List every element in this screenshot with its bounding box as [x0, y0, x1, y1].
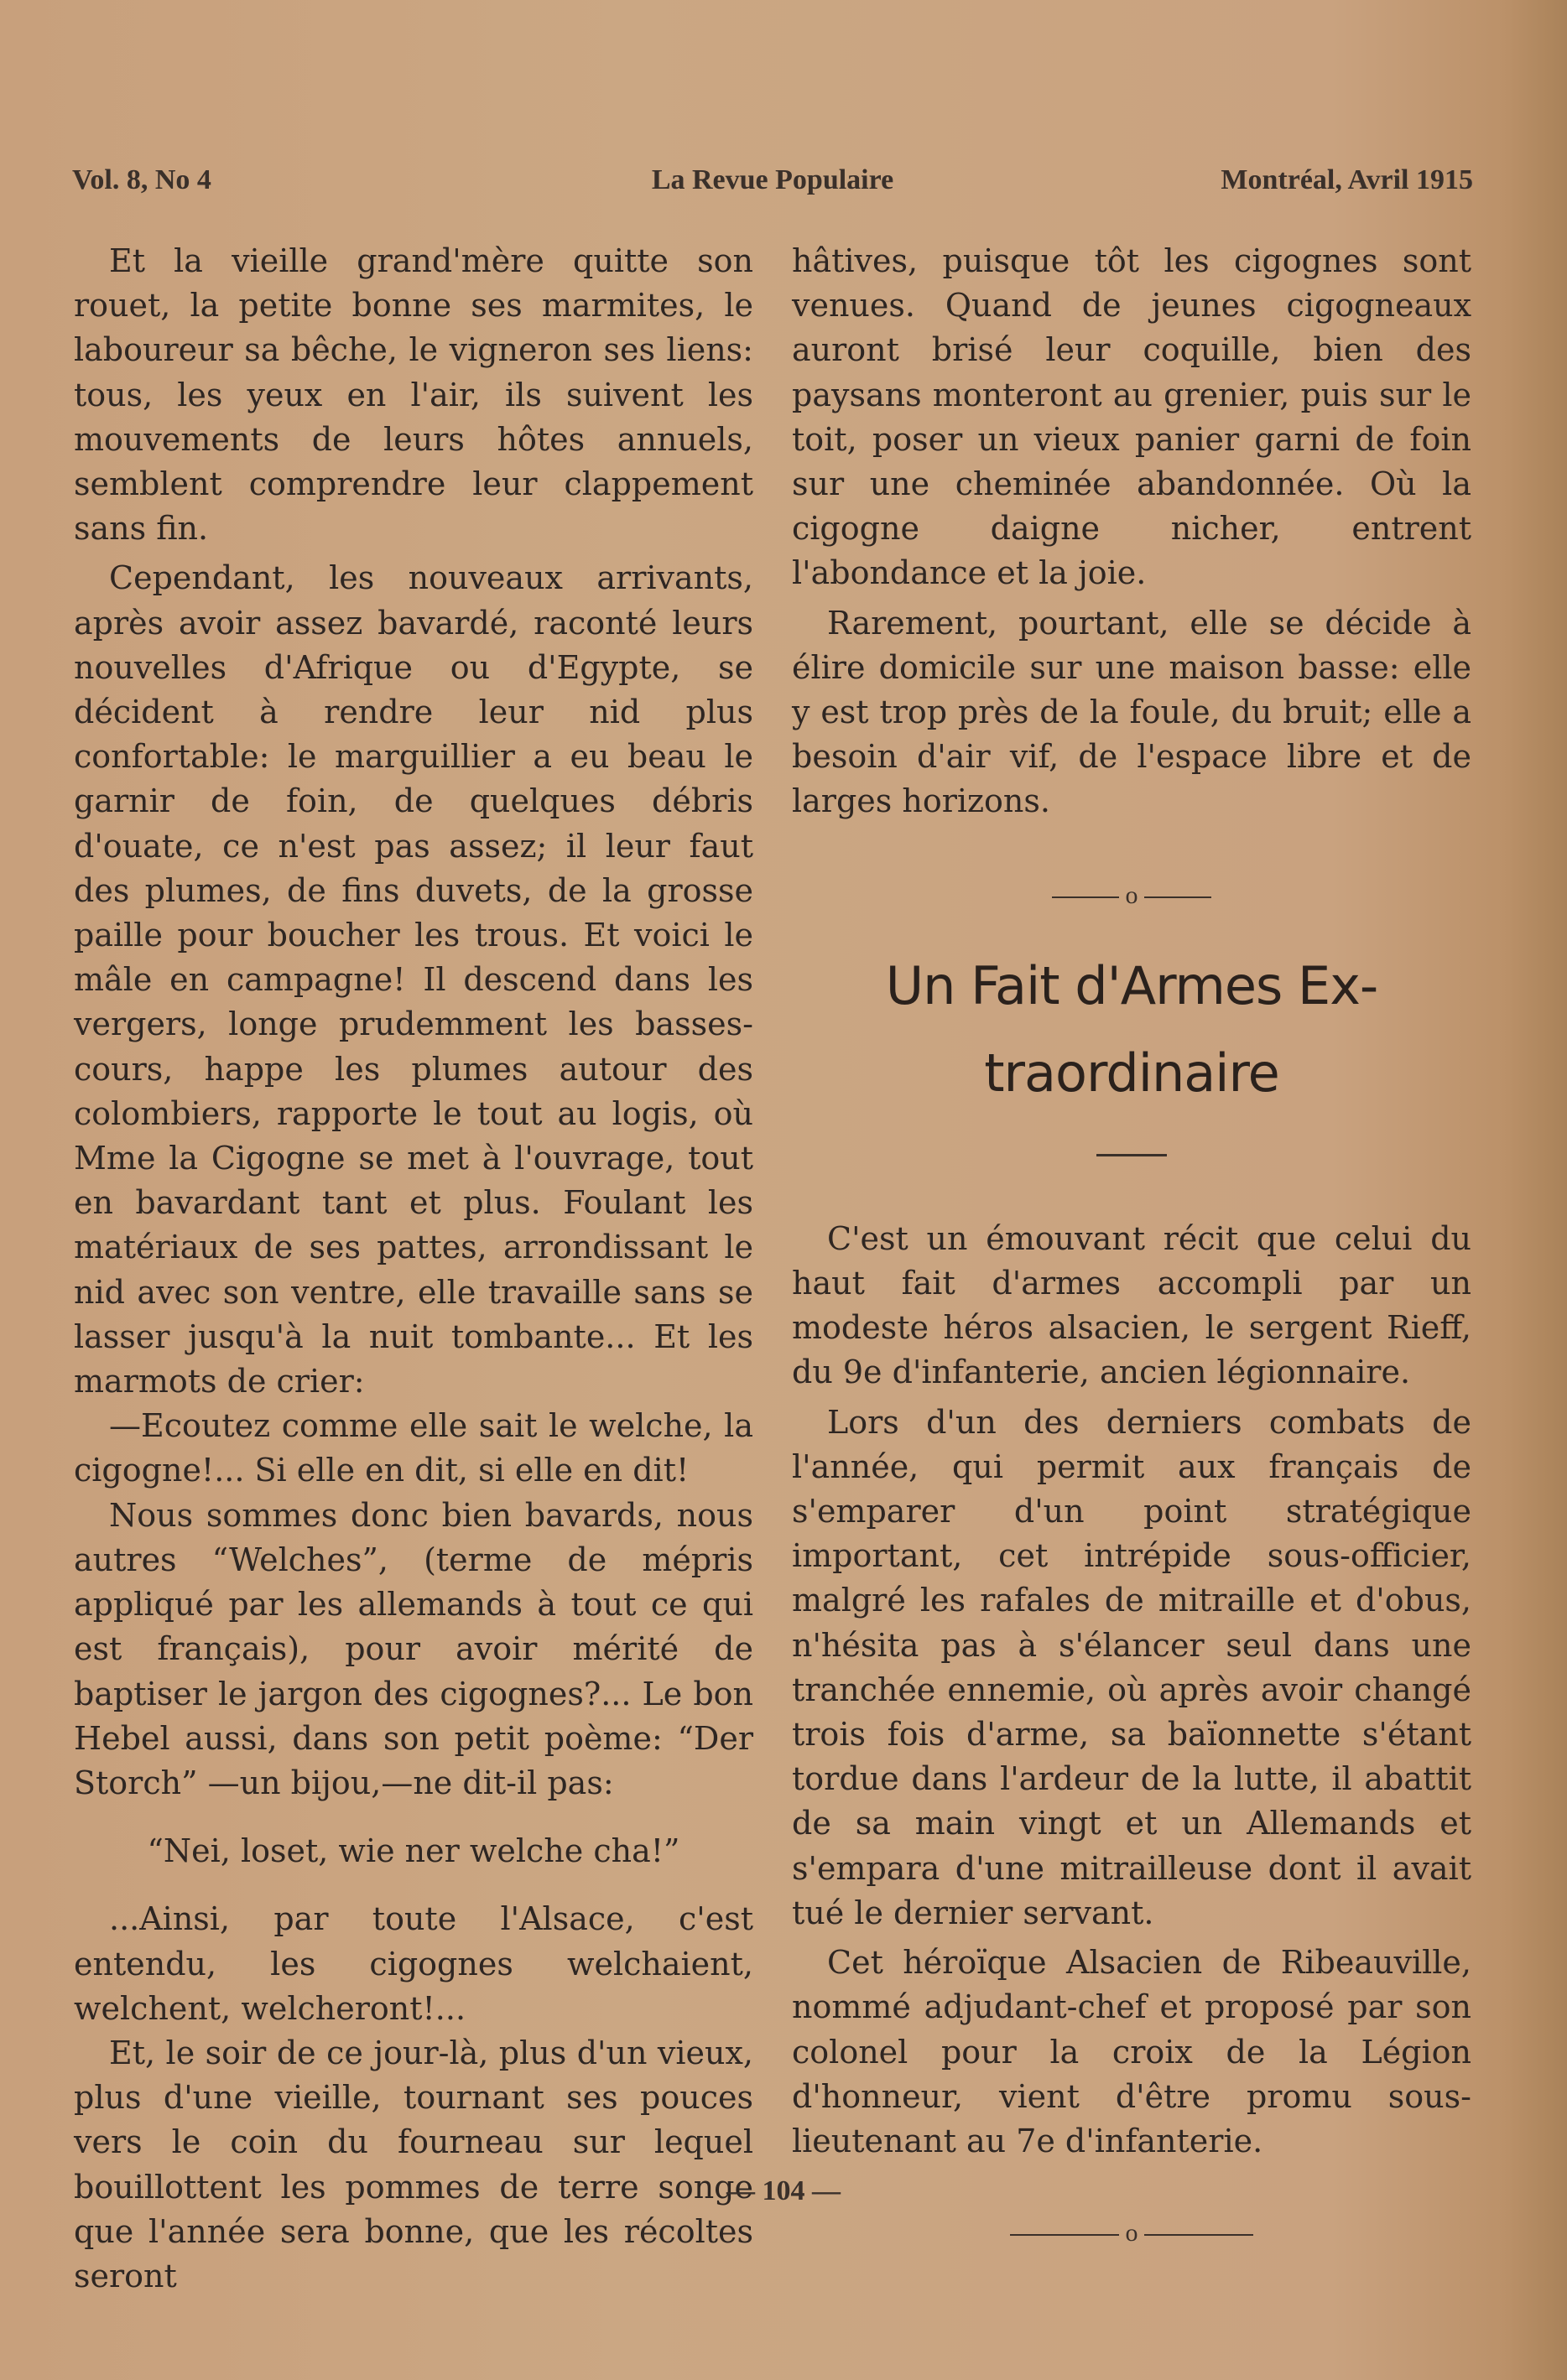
article-body — [792, 1217, 1471, 2164]
headline-rule — [1096, 1154, 1167, 1156]
verse-quote: “Nei, loset, wie ner welche cha!” — [147, 1832, 680, 1870]
paragraph: Lors d'un des derniers combats de l'année, qui permit aux français de s'emparer d'un point stratégique important, cet intrépide sous-officier, malgré les rafales de mitraille et d'obus, n'hésita pas à s'élancer seul dans une tranchée ennemie, où après avoir changé trois fois d'arme, sa baïonnette s'étant tordue dans l'ardeur de la lutte, il abattit de sa main vingt et un Allemands et s'empara d'une mitrailleuse dont il avait tué le dernier servant. — [792, 1403, 1471, 1931]
right-column — [792, 239, 1471, 2255]
paragraph: —Ecoutez comme elle sait le welche, la cigogne!... Si elle en dit, si elle en dit! — [74, 1407, 753, 1489]
separator-mark: o — [1125, 881, 1138, 909]
article-headline — [792, 943, 1471, 1117]
paragraph: hâtives, puisque tôt les cigognes sont venues. Quand de jeunes cigogneaux auront brisé leur coquille, bien des paysans monteront au grenier, puis sur le toit, poser un vieux panier garni de foin sur une cheminée abandonnée. Où la cigogne daigne nicher, entrent l'abondance et la joie. — [792, 242, 1471, 592]
headline-line: Un Fait d'Armes Ex- — [885, 954, 1378, 1016]
issue-date: Montréal, Avril 1915 — [1221, 164, 1473, 195]
separator-rule — [1144, 896, 1211, 898]
separator-rule — [1144, 2234, 1253, 2236]
separator-rule — [1052, 896, 1119, 898]
end-separator — [792, 2211, 1471, 2255]
paragraph: Rarement, pourtant, elle se décide à élire domicile sur une maison basse: elle y est trop près de la foule, du bruit; elle a besoin d'air vif, de l'espace libre et de larges horizons. — [792, 604, 1471, 820]
paragraph: Nous sommes donc bien bavards, nous autres “Welches”, (terme de mépris appliqué par les allemands à tout ce qui est français), pour avoir mérité de baptiser le jargon des cigognes?... Le bon Hebel aussi, dans son petit poème: “Der Storch” —un bijou,—ne dit-il pas: — [74, 1496, 753, 1801]
volume-number: Vol. 8, No 4 — [72, 164, 211, 195]
page-number: — 104 — — [726, 2175, 841, 2206]
headline-line: traordinaire — [984, 1042, 1279, 1104]
publication-title: La Revue Populaire — [651, 164, 894, 195]
separator-mark: o — [1125, 2219, 1138, 2247]
paragraph: ...Ainsi, par toute l'Alsace, c'est entendu, les cigognes welchaient, welchent, welcheront!... — [74, 1900, 753, 2027]
section-separator — [792, 873, 1471, 917]
paragraph: Cependant, les nouveaux arrivants, après avoir assez bavardé, raconté leurs nouvelles d'Afrique ou d'Egypte, se décident à rendre leur nid plus confortable: le marguillier a eu beau le garnir de foin, de quelques débris d'ouate, ce n'est pas assez; il leur faut des plumes, de fins duvets, de la grosse paille pour boucher les trous. Et voici le mâle en campagne! Il descend dans les vergers, longe prudemment les basses-cours, happe les plumes autour des colombiers, rapporte le tout au logis, où Mme la Cigogne se met à l'ouvrage, tout en bavardant tant et plus. Foulant les matériaux de ses pattes, arrondissant le nid avec son ventre, elle travaille sans se lasser jusqu'à la nuit tombante... Et les marmots de crier: — [74, 559, 753, 1400]
running-header — [72, 164, 1473, 205]
left-column — [74, 239, 753, 2299]
separator-rule — [1010, 2234, 1119, 2236]
paragraph: C'est un émouvant récit que celui du haut fait d'armes accompli par un modeste héros alsacien, le sergent Rieff, du 9e d'infanterie, ancien légionnaire. — [792, 1219, 1471, 1391]
paragraph: Et, le soir de ce jour-là, plus d'un vieux, plus d'une vieille, tournant ses pouces vers le coin du fourneau sur lequel bouillottent les pommes de terre songe que l'année sera bonne, que les récoltes seront — [74, 2034, 753, 2294]
paragraph: Et la vieille grand'mère quitte son rouet, la petite bonne ses marmites, le laboureur sa bêche, le vigneron ses liens: tous, les yeux en l'air, ils suivent les mouvements de leurs hôtes annuels, semblent comprendre leur clappement sans fin. — [74, 242, 753, 548]
paragraph: Cet héroïque Alsacien de Ribeauville, nommé adjudant-chef et proposé par son colonel pour la croix de la Légion d'honneur, vient d'être promu sous-lieutenant au 7e d'infanterie. — [792, 1944, 1471, 2159]
